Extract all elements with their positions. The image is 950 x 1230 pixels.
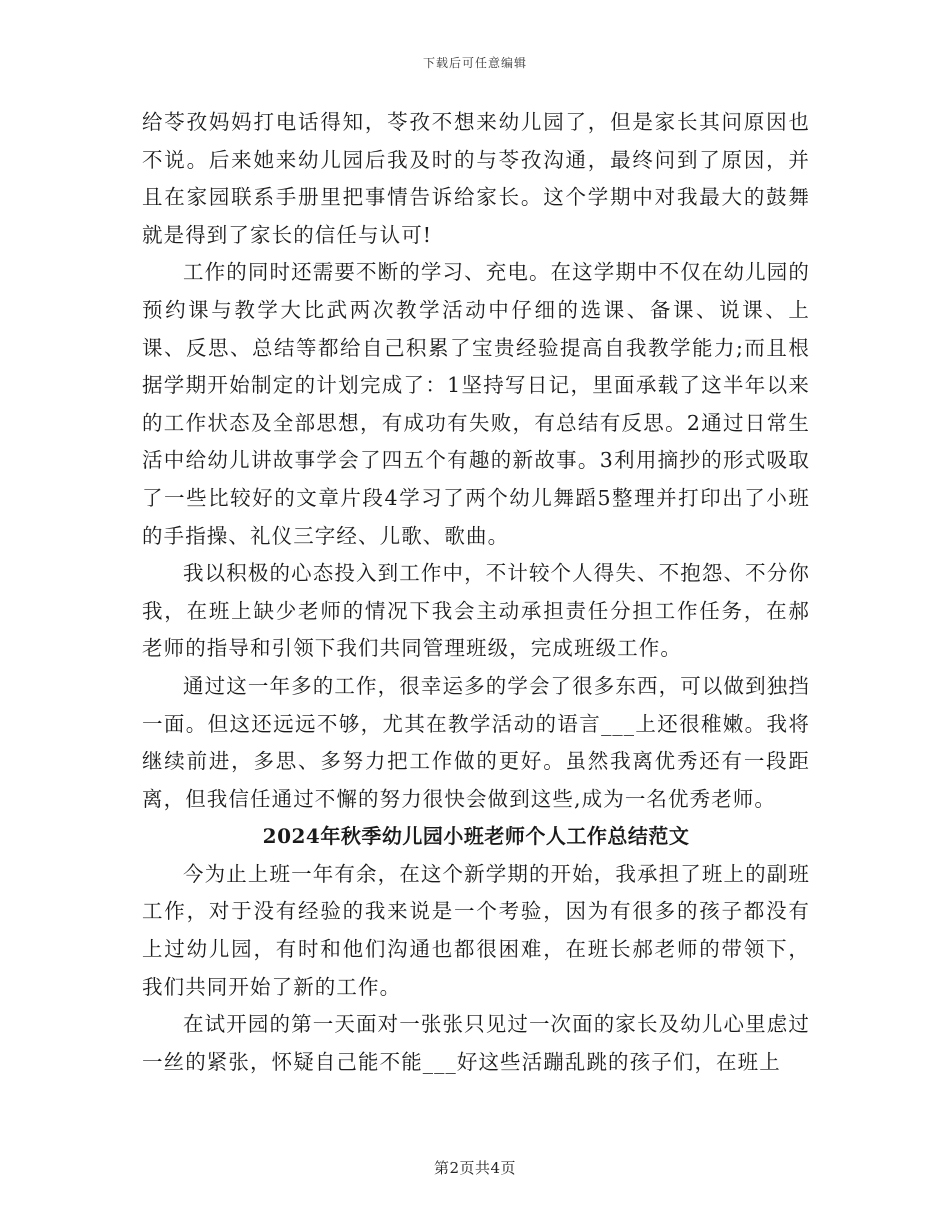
paragraph-conclusion: 通过这一年多的工作，很幸运多的学会了很多东西，可以做到独挡一面。但这还远远不够，尤其在教学活动的语言___上还很稚嫩。我将继续前进，多思、多努力把工作做的更好。虽然我离优秀还有一段距离，但我信任通过不懈的努力很快会做到这些,成为一名优秀老师。 [142, 673, 810, 811]
header-note: 下载后可任意编辑 [422, 56, 527, 70]
page-number: 第2页共4页 [433, 1159, 517, 1177]
paragraph-attitude: 我以积极的心态投入到工作中，不计较个人得失、不抱怨、不分你我，在班上缺少老师的情况下我会主动承担责任分担工作任务，在郝老师的指导和引领下我们共同管理班级，完成班级工作。 [142, 561, 810, 661]
section-heading: 2024年秋季幼儿园小班老师个人工作总结范文 [262, 824, 690, 849]
document-body [142, 104, 810, 1081]
paragraph-study: 工作的同时还需要不断的学习、充电。在这学期中不仅在幼儿园的预约课与教学大比武两次教学活动中仔细的选课、备课、说课、上课、反思、总结等都给自己积累了宝贵经验提高自我教学能力;而且根据学期开始制定的计划完成了：1坚持写日记，里面承载了这半年以来的工作状态及全部思想，有成功有失败，有总结有反思。2通过日常生活中给幼儿讲故事学会了四五个有趣的新故事。3利用摘抄的形式吸取了一些比较好的文章片段4学习了两个幼儿舞蹈5整理并打印出了小班的手指操、礼仪三字经、儿歌、歌曲。 [142, 260, 810, 548]
paragraph-first-day: 在试开园的第一天面对一张张只见过一次面的家长及幼儿心里虑过一丝的紧张，怀疑自己能不能___好这些活蹦乱跳的孩子们，在班上 [142, 1012, 810, 1074]
paragraph-continued: 给苓孜妈妈打电话得知，苓孜不想来幼儿园了，但是家长其问原因也不说。后来她来幼儿园后我及时的与苓孜沟通，最终问到了原因，并且在家园联系手册里把事情告诉给家长。这个学期中对我最大的鼓舞就是得到了家长的信任与认可! [142, 110, 810, 247]
paragraph-intro: 今为止上班一年有余，在这个新学期的开始，我承担了班上的副班工作，对于没有经验的我来说是一个考验，因为有很多的孩子都没有上过幼儿园，有时和他们沟通也都很困难，在班长郝老师的带领下，我们共同开始了新的工作。 [142, 861, 810, 999]
